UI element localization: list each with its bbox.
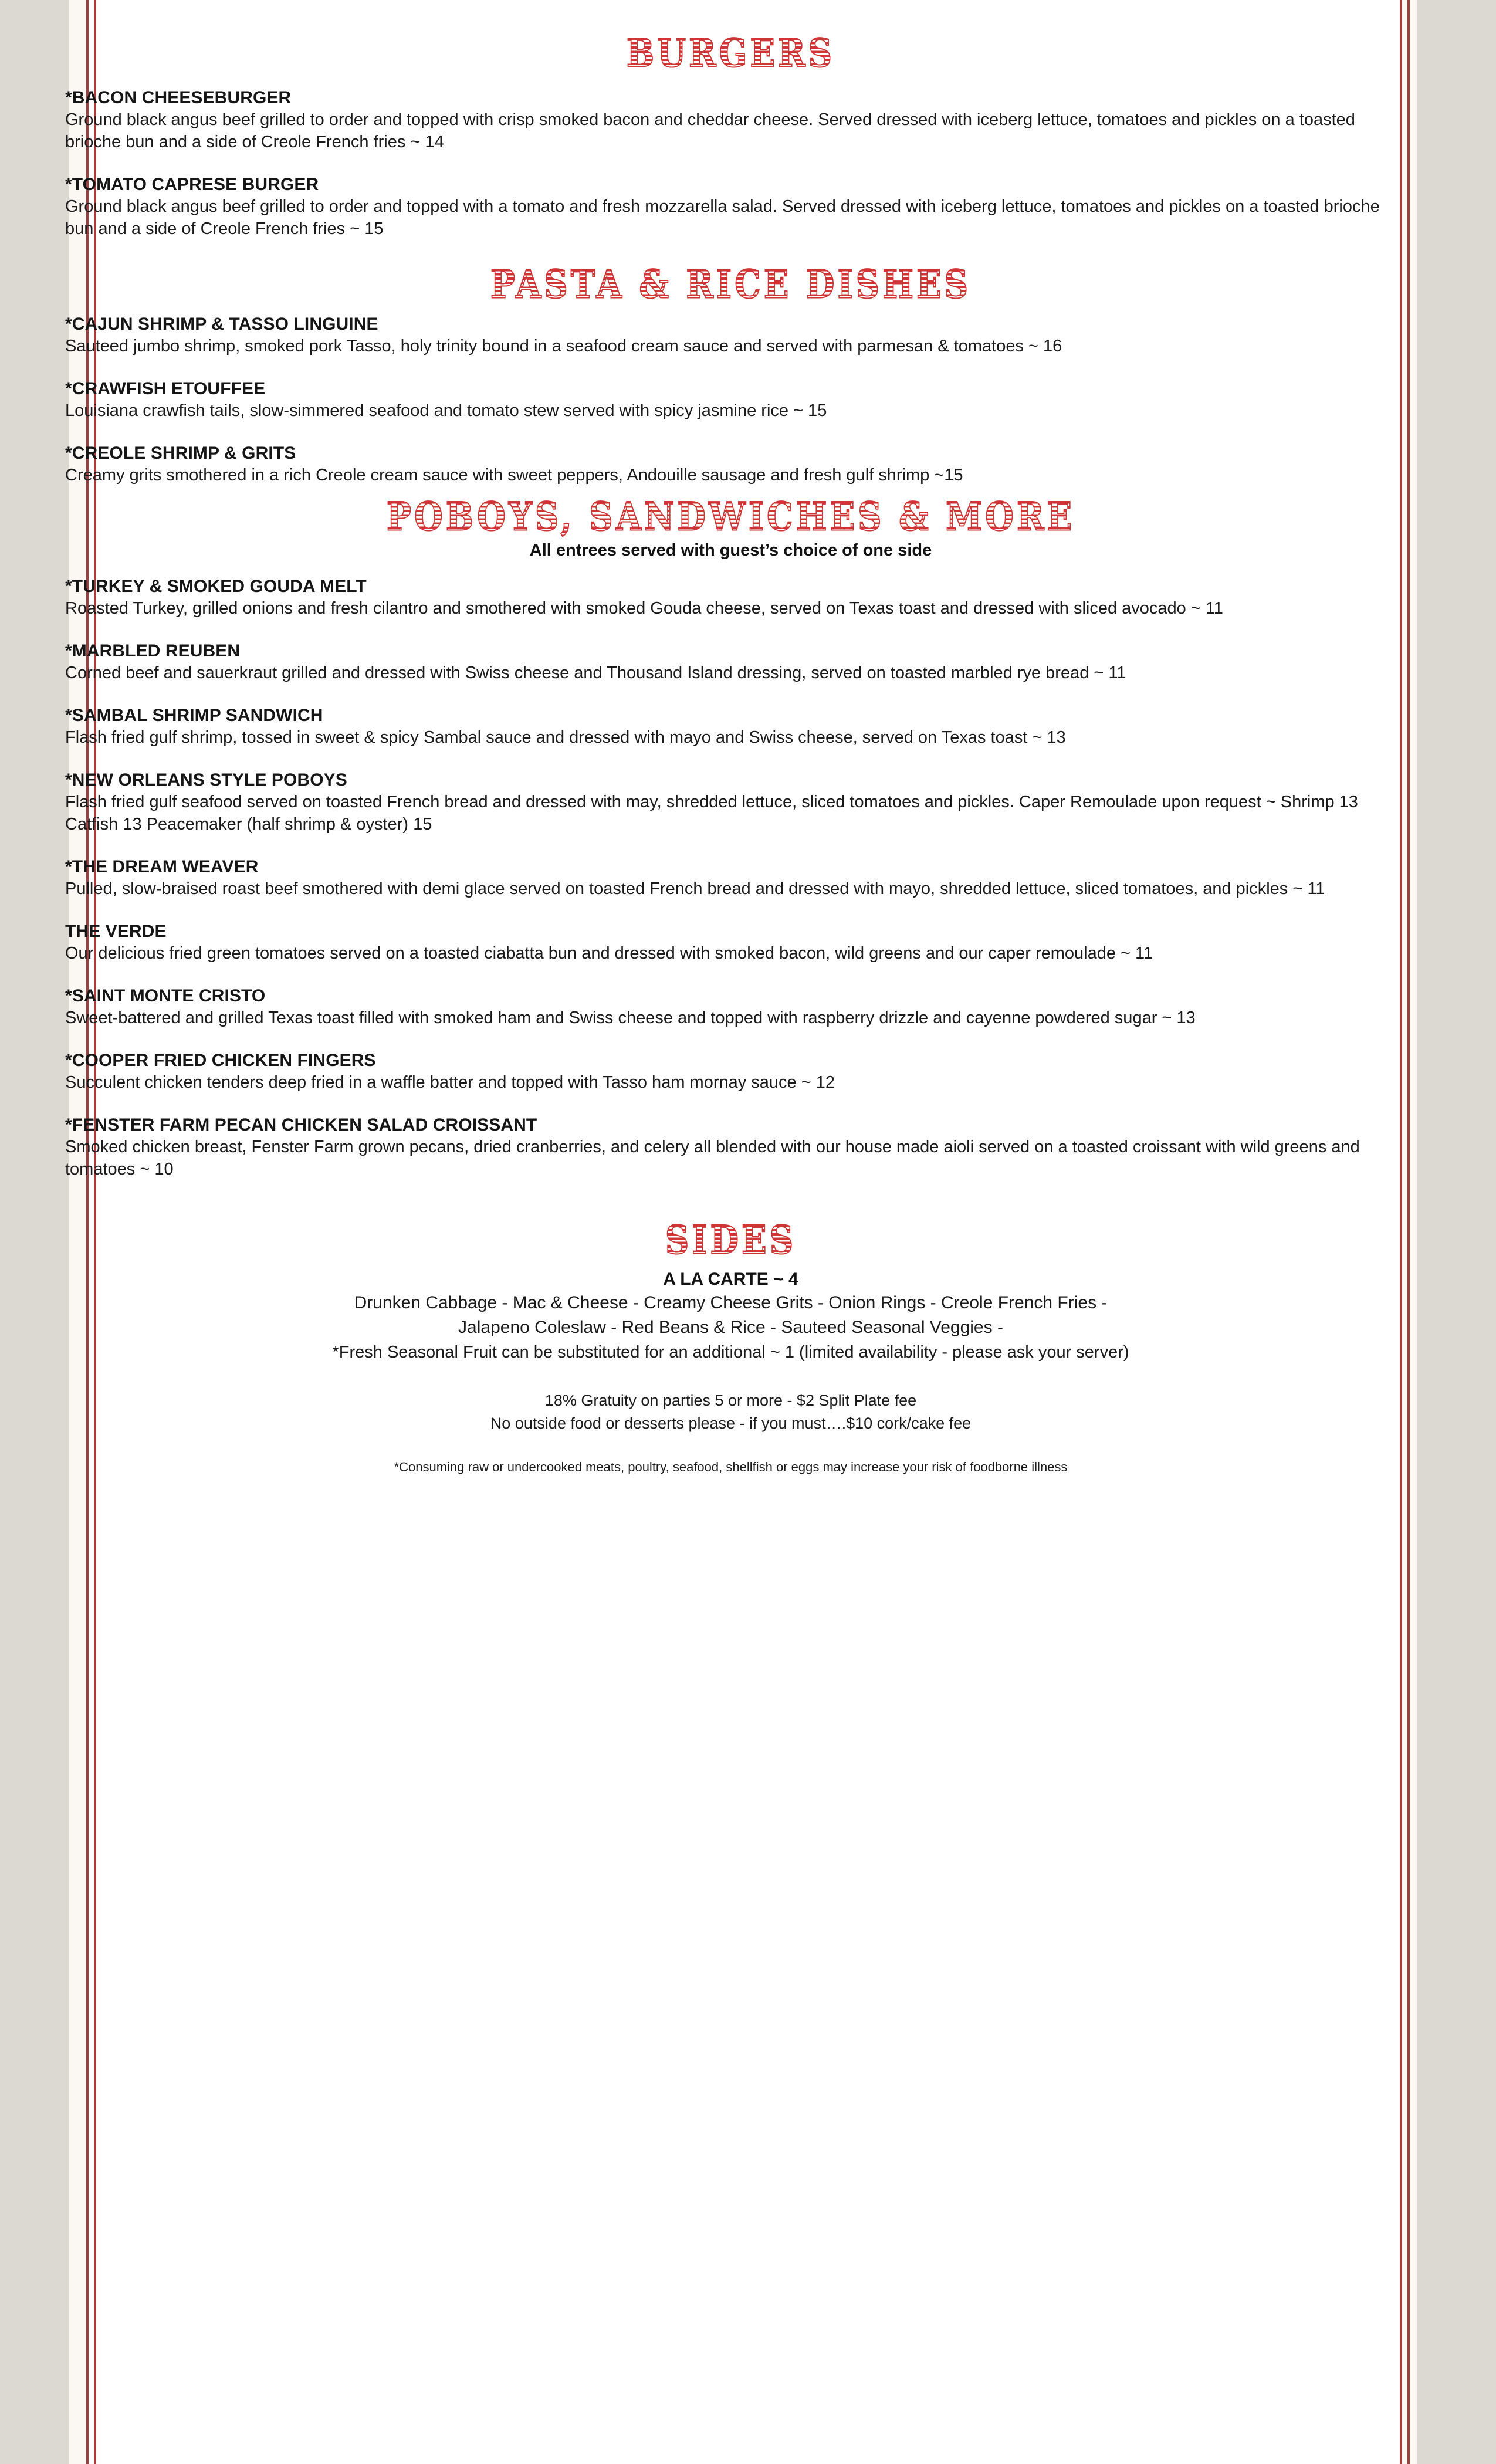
section-title-burgers: BURGERS <box>65 34 1396 73</box>
policy-outside-food: No outside food or desserts please - if you must….$10 cork/cake fee <box>490 1414 972 1433</box>
menu-item <box>65 576 1396 620</box>
section-burgers <box>65 31 1396 76</box>
menu-item-description: Ground black angus beef grilled to order and topped with crisp smoked bacon and cheddar cheese. Served dressed with iceberg lettuce, tomatoes and pickles on a toasted brioche bun and a side of Creole French fries ~ 14 <box>65 110 1355 152</box>
menu-item <box>65 920 1396 965</box>
menu-item-description: Corned beef and sauerkraut grilled and dressed with Swiss cheese and Thousand Island dressing, served on toasted marbled rye bread ~ 11 <box>65 664 1126 683</box>
menu-item <box>65 640 1396 685</box>
menu-item <box>65 174 1396 241</box>
menu-item-description: Creamy grits smothered in a rich Creole cream sauce with sweet peppers, Andouille sausage and fresh gulf shrimp ~15 <box>65 466 963 485</box>
menu-item-description: Ground black angus beef grilled to order and topped with a tomato and fresh mozzarella salad. Served dressed with iceberg lettuce, tomatoes and pickles on a toasted brioche bun and a side of Creole French fries ~ 15 <box>65 197 1380 238</box>
menu-item-name: *SAMBAL SHRIMP SANDWICH <box>65 705 323 725</box>
menu-item-description: Our delicious fried green tomatoes served on a toasted ciabatta bun and dressed with smoked bacon, wild greens and our caper remoulade ~ 11 <box>65 944 1153 963</box>
section-sides <box>65 1217 1396 1263</box>
menu-item <box>65 705 1396 749</box>
right-border-rule-inner <box>1400 0 1402 2464</box>
menu-item-name: *CREOLE SHRIMP & GRITS <box>65 443 296 463</box>
menu-item-description: Sweet-battered and grilled Texas toast filled with smoked ham and Swiss cheese and topped with raspberry drizzle and cayenne powdered sugar ~ 13 <box>65 1008 1196 1028</box>
menu-item-description: Flash fried gulf shrimp, tossed in sweet & spicy Sambal sauce and dressed with mayo and Swiss cheese, served on Texas toast ~ 13 <box>65 728 1066 747</box>
sides-substitution-note: *Fresh Seasonal Fruit can be substituted for an additional ~ 1 (limited availability - please ask your server) <box>332 1343 1129 1362</box>
menu-item-description: Succulent chicken tenders deep fried in a waffle batter and topped with Tasso ham mornay sauce ~ 12 <box>65 1073 835 1092</box>
section-title-poboys: POBOYS, SANDWICHES & MORE <box>65 497 1396 536</box>
alacarte-label: A LA CARTE ~ 4 <box>663 1269 798 1289</box>
menu-item <box>65 378 1396 422</box>
menu-item-name: *FENSTER FARM PECAN CHICKEN SALAD CROISSANT <box>65 1115 537 1135</box>
policy-gratuity: 18% Gratuity on parties 5 or more - $2 Split Plate fee <box>544 1392 917 1410</box>
sides-line-1: Drunken Cabbage - Mac & Cheese - Creamy Cheese Grits - Onion Rings - Creole French Fries - <box>354 1292 1108 1312</box>
menu-item-name: *CRAWFISH ETOUFFEE <box>65 378 266 398</box>
section-title-pasta-rice: PASTA & RICE DISHES <box>65 265 1396 304</box>
menu-item <box>65 442 1396 487</box>
menu-item <box>65 313 1396 358</box>
menu-item-name: *NEW ORLEANS STYLE POBOYS <box>65 770 347 790</box>
menu-item-description: Pulled, slow-braised roast beef smothered with demi glace served on toasted French bread and dressed with mayo, shredded lettuce, sliced tomatoes, and pickles ~ 11 <box>65 879 1325 899</box>
menu-item-name: *MARBLED REUBEN <box>65 641 241 661</box>
section-title-sides: SIDES <box>65 1221 1396 1260</box>
menu-item <box>65 1050 1396 1094</box>
menu-item-description: Louisiana crawfish tails, slow-simmered seafood and tomato stew served with spicy jasmine rice ~ 15 <box>65 401 827 420</box>
menu-content <box>65 0 1396 1477</box>
menu-item-name: *CAJUN SHRIMP & TASSO LINGUINE <box>65 314 378 334</box>
menu-item-name: *BACON CHEESEBURGER <box>65 88 292 107</box>
section-pasta-rice <box>65 261 1396 307</box>
menu-item-description: Roasted Turkey, grilled onions and fresh cilantro and smothered with smoked Gouda cheese, served on Texas toast and dressed with sliced avocado ~ 11 <box>65 599 1223 618</box>
menu-item <box>65 1114 1396 1181</box>
health-disclaimer: *Consuming raw or undercooked meats, poultry, seafood, shellfish or eggs may increase your risk of foodborne illness <box>394 1460 1068 1475</box>
menu-item-description: Sauteed jumbo shrimp, smoked pork Tasso, holy trinity bound in a seafood cream sauce and served with parmesan & tomatoes ~ 16 <box>65 336 1062 356</box>
sides-block <box>65 1268 1396 1365</box>
section-poboys <box>65 493 1396 540</box>
menu-item <box>65 856 1396 901</box>
menu-item-name: *TOMATO CAPRESE BURGER <box>65 174 319 194</box>
menu-item <box>65 87 1396 154</box>
menu-item-name: *TURKEY & SMOKED GOUDA MELT <box>65 576 367 596</box>
right-border-rule-outer <box>1407 0 1410 2464</box>
menu-item-description: Smoked chicken breast, Fenster Farm grown pecans, dried cranberries, and celery all blended with our house made aioli served on a toasted croissant with wild greens and tomatoes ~ 10 <box>65 1138 1360 1179</box>
menu-item <box>65 985 1396 1030</box>
sides-line-2: Jalapeno Coleslaw - Red Beans & Rice - Sauteed Seasonal Veggies - <box>458 1318 1003 1338</box>
menu-item-name: *COOPER FRIED CHICKEN FINGERS <box>65 1051 376 1070</box>
menu-item-description: Flash fried gulf seafood served on toasted French bread and dressed with may, shredded lettuce, sliced tomatoes and pickles. Caper Remoulade upon request ~ Shrimp 13 Catfish 13 Peacemaker (half shrimp & oyster) 15 <box>65 793 1358 834</box>
section-subtitle-poboys: All entrees served with guest’s choice of one side <box>529 540 932 560</box>
menu-item <box>65 769 1396 836</box>
menu-item-name: *SAINT MONTE CRISTO <box>65 986 266 1006</box>
menu-item-name: THE VERDE <box>65 921 167 941</box>
menu-item-name: *THE DREAM WEAVER <box>65 857 259 876</box>
